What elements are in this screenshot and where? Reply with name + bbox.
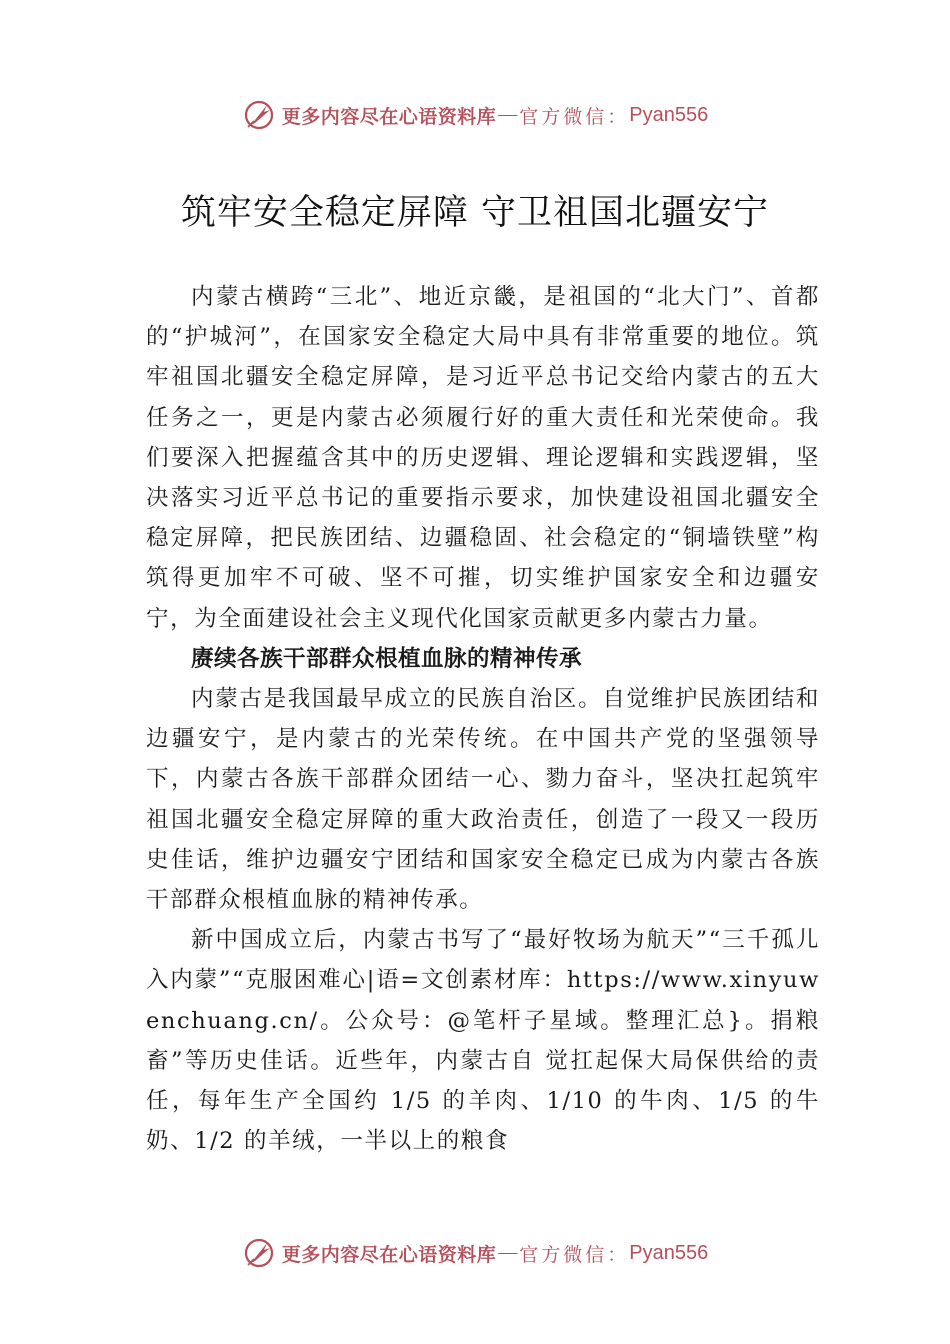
document-body [146, 277, 820, 1161]
paragraph: 内蒙古横跨“三北”、地近京畿，是祖国的“北大门”、首都的“护城河”，在国家安全稳定大局中具有非常重要的地位。筑牢祖国北疆安全稳定屏障，是习近平总书记交给内蒙古的五大任务之一，更是内蒙古必须履行好的重大责任和光荣使命。我们要深入把握蕴含其中的历史逻辑、理论逻辑和实践逻辑，坚决落实习近平总书记的重要指示要求，加快建设祖国北疆安全稳定屏障，把民族团结、边疆稳固、社会稳定的“铜墙铁壁”构筑得更加牢不可破、坚不可摧，切实维护国家安全和边疆安宁，为全面建设社会主义现代化国家贡献更多内蒙古力量。 [146, 284, 820, 632]
section-heading: 赓续各族干部群众根植血脉的精神传承 [191, 645, 583, 672]
banner-wechat-label: 官方微信： [519, 105, 630, 128]
document-title: 筑牢安全稳定屏障 守卫祖国北疆安宁 [180, 193, 770, 233]
banner-dash: — [498, 104, 518, 125]
paragraph: 内蒙古是我国最早成立的民族自治区。自觉维护民族团结和边疆安宁，是内蒙古的光荣传统。在中国共产党的坚强领导下，内蒙古各族干部群众团结一心、勠力奋斗，坚决扛起筑牢祖国北疆安全稳定屏障的重大政治责任，创造了一段又一段历史佳话，维护边疆安宁团结和国家安全稳定已成为内蒙古各族干部群众根植血脉的精神传承。 [146, 686, 820, 914]
banner-wechat-label: 官方微信： [519, 1243, 630, 1266]
footer-banner [0, 1233, 950, 1273]
banner-wechat-id: Pyan556 [629, 1241, 709, 1264]
quill-pen-circle-icon [242, 1236, 276, 1270]
banner-dash: — [498, 1242, 518, 1263]
paragraph: 新中国成立后，内蒙古书写了“最好牧场为航天”“三千孤儿入内蒙”“克服困难心|语=文创素材库：https://www.xinyuwenchuang.cn/。公众号：@笔杆子星域。整理汇总}。捐粮畜”等历史佳话。近些年，内蒙古自 觉扛起保大局保供给的责任，每年生产全国约 1/5 的羊肉、1/10 的牛肉、1/5 的牛奶、1/2 的羊绒，一半以上的粮食 [146, 927, 820, 1155]
header-banner [0, 95, 950, 135]
banner-text: 更多内容尽在心语资料库 [281, 1243, 497, 1266]
banner-wechat-id: Pyan556 [629, 103, 709, 126]
banner-text: 更多内容尽在心语资料库 [281, 105, 497, 128]
quill-pen-circle-icon [242, 98, 276, 132]
